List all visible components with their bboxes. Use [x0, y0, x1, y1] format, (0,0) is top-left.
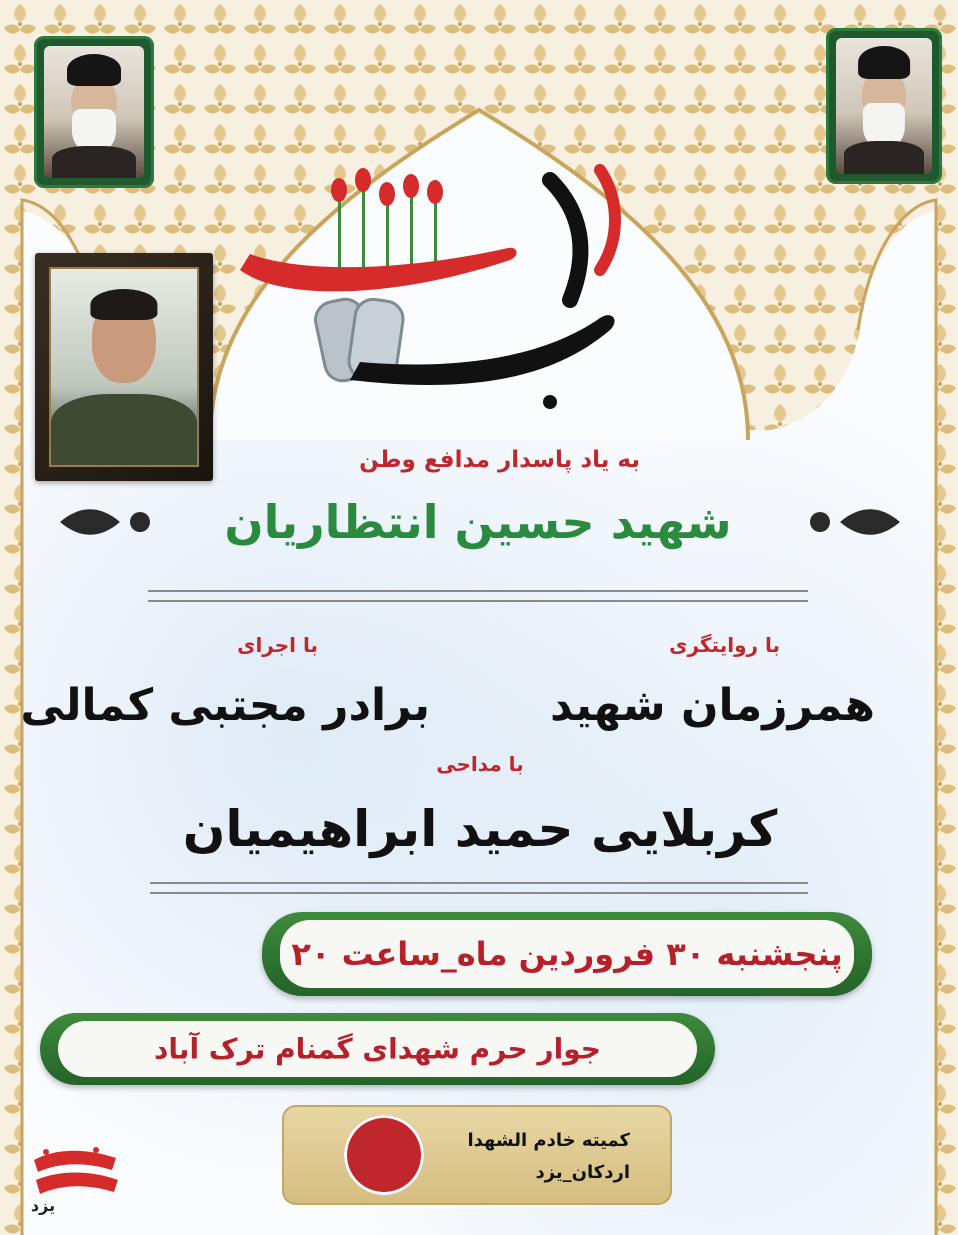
committee-name: کمیته خادم الشهدا — [467, 1130, 630, 1151]
narration-label: با روایتگری — [669, 633, 780, 657]
performer-name: برادر مجتبی کمالی — [20, 680, 430, 731]
eulogist-name: کربلایی حمید ابراهیمیان — [182, 800, 778, 858]
committee-box — [282, 1105, 672, 1205]
date-ribbon — [262, 912, 872, 996]
memorial-line: به یاد پاسدار مدافع وطن — [359, 447, 640, 473]
eulogy-label: با مداحی — [436, 752, 524, 776]
date-time: پنجشنبه ۳۰ فروردین ماه_ساعت ۲۰ — [291, 935, 843, 973]
martyr-photo — [35, 253, 213, 481]
venue: جوار حرم شهدای گمنام ترک آباد — [154, 1032, 601, 1066]
martyr-name: شهید حسین انتظاریان — [224, 495, 732, 549]
title-calligraphy — [220, 150, 650, 410]
portrait-left — [34, 36, 154, 188]
narrator-name: همرزمان شهید — [549, 680, 875, 731]
committee-seal-icon — [344, 1115, 424, 1195]
watermark-sub: یزد — [30, 1196, 56, 1215]
portrait-right — [826, 28, 942, 184]
divider-bottom — [150, 882, 808, 894]
perform-label: با اجرای — [237, 633, 318, 657]
divider-top — [148, 590, 808, 602]
venue-ribbon — [40, 1013, 715, 1085]
committee-location: اردکان_یزد — [535, 1162, 630, 1183]
